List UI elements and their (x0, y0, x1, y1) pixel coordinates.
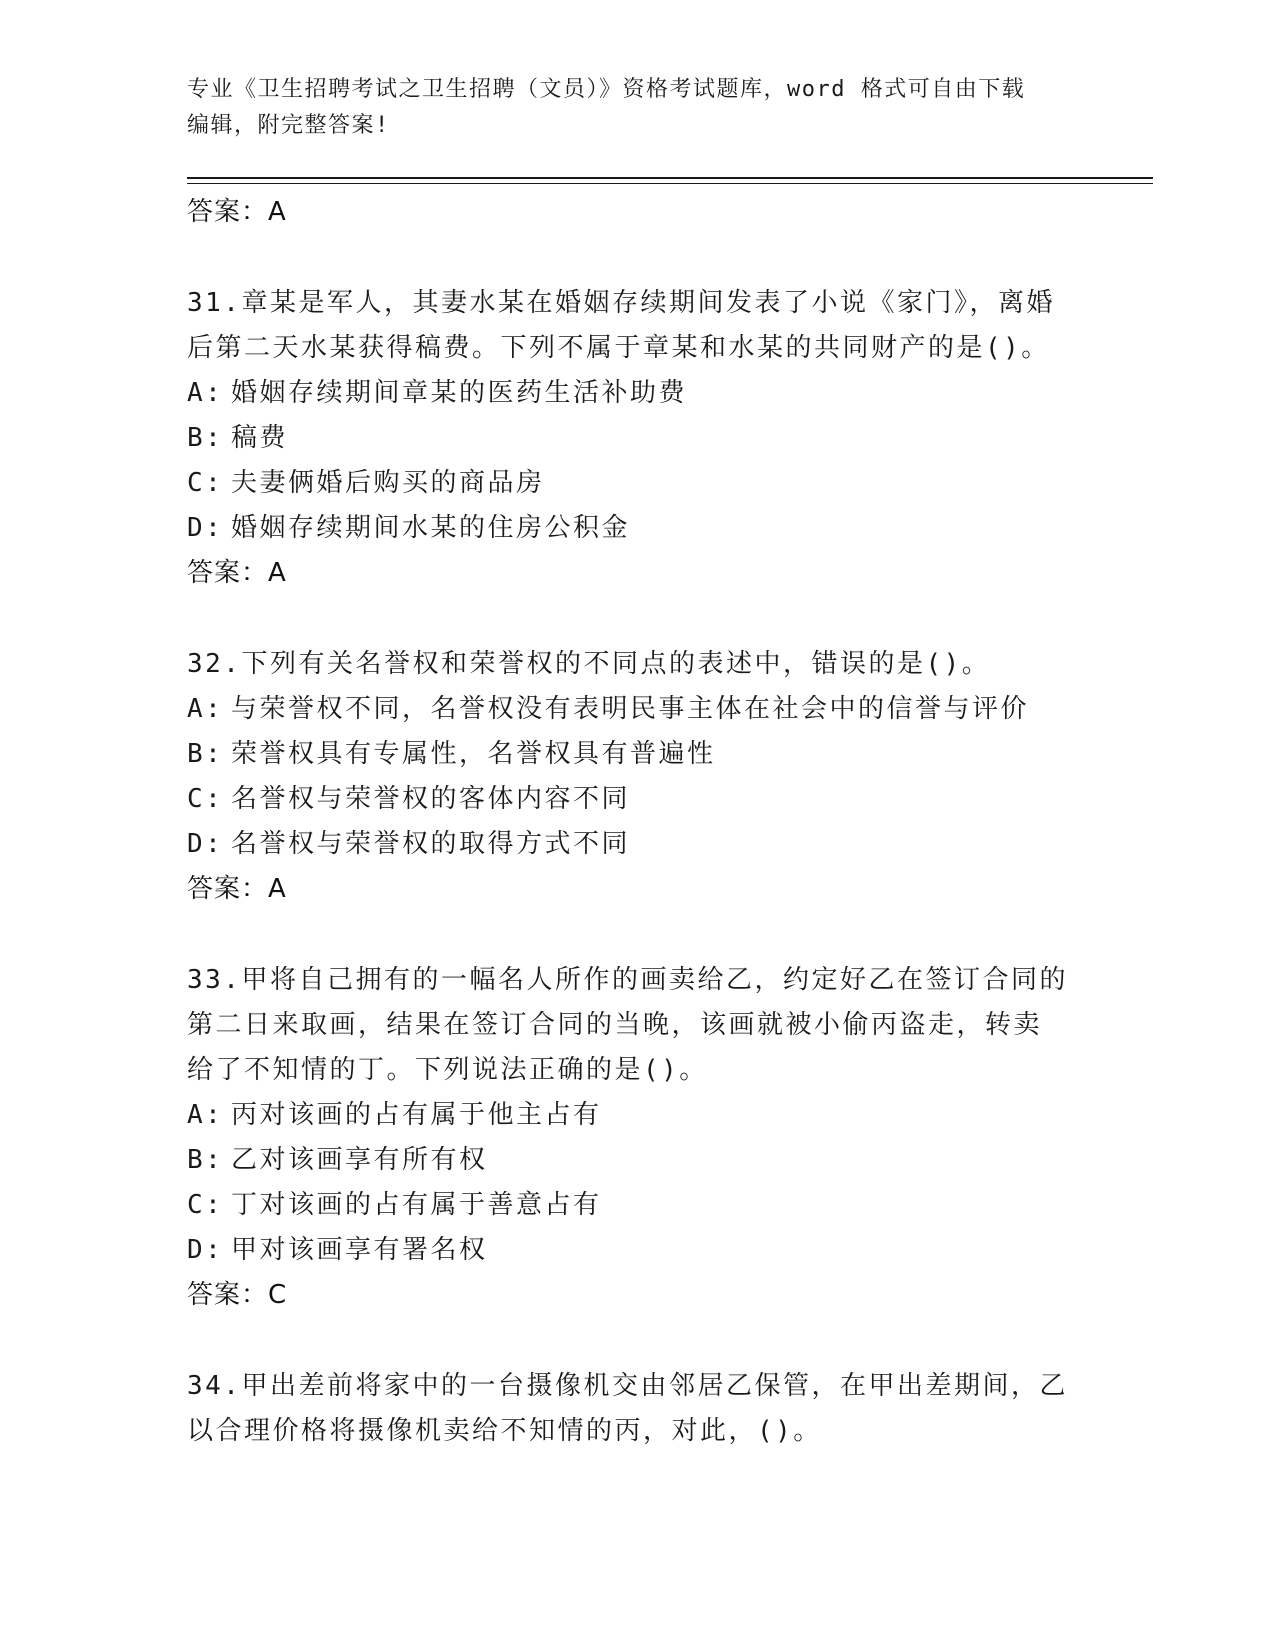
question-stem-line: 后第二天水某获得稿费。下列不属于章某和水某的共同财产的是()。 (187, 333, 1050, 363)
document-header (187, 72, 1067, 144)
question-stem-line: 33.甲将自己拥有的一幅名人所作的画卖给乙，约定好乙在签订合同的 (187, 965, 1068, 995)
option-text: 稿费 (231, 423, 289, 453)
option-label: C: (187, 468, 224, 498)
option-text: 与荣誉权不同，名誉权没有表明民事主体在社会中的信誉与评价 (231, 694, 1030, 724)
option-b (187, 416, 1087, 461)
question-stem-line: 给了不知情的丁。下列说法正确的是()。 (187, 1055, 708, 1085)
option-text: 婚姻存续期间水某的住房公积金 (231, 513, 631, 543)
option-text: 夫妻俩婚后购买的商品房 (231, 468, 545, 498)
question-31 (187, 281, 1087, 596)
question-stem-line: 以合理价格将摄像机卖给不知情的丙，对此，()。 (187, 1416, 822, 1446)
option-text: 丙对该画的占有属于他主占有 (231, 1100, 602, 1130)
option-c (187, 1183, 1087, 1228)
option-label: A: (187, 378, 224, 408)
option-label: B: (187, 1145, 224, 1175)
option-text: 名誉权与荣誉权的取得方式不同 (231, 829, 631, 859)
option-a (187, 1093, 1087, 1138)
spacer (187, 912, 1087, 958)
answer-30: 答案：A (187, 197, 287, 227)
option-a (187, 371, 1087, 416)
spacer (187, 1318, 1087, 1364)
option-label: C: (187, 1190, 224, 1220)
option-label: D: (187, 829, 224, 859)
option-text: 甲对该画享有署名权 (231, 1235, 488, 1265)
option-b (187, 1138, 1087, 1183)
header-divider-thick (187, 177, 1153, 179)
option-label: A: (187, 694, 224, 724)
answer-31: 答案：A (187, 558, 287, 588)
option-text: 乙对该画享有所有权 (231, 1145, 488, 1175)
spacer (187, 596, 1087, 642)
question-34 (187, 1364, 1087, 1454)
option-label: B: (187, 739, 224, 769)
option-label: B: (187, 423, 224, 453)
option-b (187, 732, 1087, 777)
option-label: D: (187, 1235, 224, 1265)
question-stem-line: 31.章某是军人，其妻水某在婚姻存续期间发表了小说《家门》，离婚 (187, 288, 1055, 318)
question-stem-line: 第二日来取画，结果在签订合同的当晚，该画就被小偷丙盗走，转卖 (187, 1010, 1043, 1040)
question-stem-line: 34.甲出差前将家中的一台摄像机交由邻居乙保管，在甲出差期间，乙 (187, 1371, 1068, 1401)
option-d (187, 506, 1087, 551)
option-label: D: (187, 513, 224, 543)
option-d (187, 1228, 1087, 1273)
option-text: 婚姻存续期间章某的医药生活补助费 (231, 378, 688, 408)
option-text: 名誉权与荣誉权的客体内容不同 (231, 784, 631, 814)
question-32 (187, 642, 1087, 912)
option-c (187, 777, 1087, 822)
option-d (187, 822, 1087, 867)
header-divider-thin (187, 183, 1153, 184)
option-a (187, 687, 1087, 732)
option-label: C: (187, 784, 224, 814)
option-text: 荣誉权具有专属性，名誉权具有普遍性 (231, 739, 716, 769)
answer-32: 答案：A (187, 874, 287, 904)
header-line-1: 专业《卫生招聘考试之卫生招聘（文员）》资格考试题库，word 格式可自由下载 (187, 77, 1026, 102)
option-label: A: (187, 1100, 224, 1130)
question-33 (187, 958, 1087, 1318)
spacer (187, 235, 1087, 281)
option-text: 丁对该画的占有属于善意占有 (231, 1190, 602, 1220)
document-body (187, 190, 1087, 1454)
option-c (187, 461, 1087, 506)
header-line-2: 编辑，附完整答案! (187, 113, 390, 138)
answer-33: 答案：C (187, 1280, 288, 1310)
question-stem-line: 32.下列有关名誉权和荣誉权的不同点的表述中，错误的是()。 (187, 649, 991, 679)
